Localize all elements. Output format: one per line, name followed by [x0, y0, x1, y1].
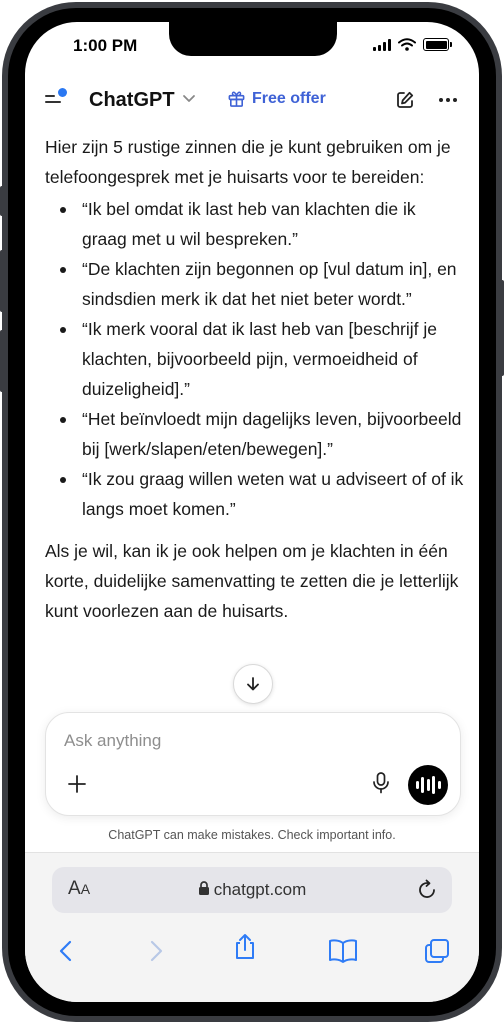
voice-wave-icon	[416, 781, 419, 789]
message-closing: Als je wil, kan ik je ook helpen om je klachten in één korte, duidelijke samenvatting te zetten die je letterlijk kunt voorlezen aan de huisarts.	[45, 541, 459, 621]
mic-icon[interactable]	[370, 771, 392, 795]
lock-icon	[198, 881, 210, 896]
url-text: chatgpt.com	[213, 880, 307, 899]
phone-side-button	[0, 186, 4, 216]
screen	[25, 22, 479, 1002]
aa-label-small: A	[80, 881, 91, 897]
message-list	[45, 194, 465, 524]
message-intro: Hier zijn 5 rustige zinnen die je kunt gebruiken om je telefoongesprek met je huisarts voor te bereiden:	[45, 137, 451, 187]
signal-icon	[373, 39, 391, 51]
url-bar[interactable]	[52, 867, 452, 913]
url-display	[52, 880, 452, 900]
gift-icon	[227, 89, 246, 108]
forward-icon[interactable]	[141, 937, 169, 965]
prompt-input[interactable]	[64, 731, 424, 751]
phone-power-button	[500, 280, 504, 376]
composer	[45, 712, 461, 816]
assistant-message	[45, 132, 465, 626]
back-icon[interactable]	[53, 937, 81, 965]
free-offer-button[interactable]	[227, 89, 326, 108]
list-item: “Het beïnvloedt mijn dagelijks leven, bijvoorbeeld bij [werk/slapen/eten/bewegen].”	[82, 404, 465, 464]
bookmarks-icon[interactable]	[327, 937, 359, 965]
model-title[interactable]: ChatGPT	[89, 89, 175, 111]
disclaimer: ChatGPT can make mistakes. Check important info.	[108, 828, 396, 842]
list-item: “Ik merk vooral dat ik last heb van [beschrijf je klachten, bijvoorbeeld pijn, vermoeidheid of duizeligheid].”	[82, 314, 465, 404]
reload-icon[interactable]	[416, 879, 438, 901]
app-header	[25, 80, 479, 120]
scroll-to-bottom-button[interactable]	[233, 664, 273, 704]
more-icon[interactable]	[437, 90, 459, 110]
list-item: “De klachten zijn begonnen op [vul datum in], en sindsdien merk ik dat het niet beter wordt.”	[82, 254, 465, 314]
list-item: “Ik bel omdat ik last heb van klachten die ik graag met u wil bespreken.”	[82, 194, 465, 254]
phone-volume-up	[0, 250, 4, 312]
phone-volume-down	[0, 330, 4, 392]
list-item: “Ik zou graag willen weten wat u adviseert of of ik langs moet komen.”	[82, 464, 465, 524]
arrow-down-icon	[244, 675, 262, 693]
menu-icon[interactable]	[45, 88, 71, 110]
edit-icon[interactable]	[395, 90, 415, 110]
share-icon[interactable]	[231, 933, 259, 961]
free-offer-label: Free offer	[252, 89, 326, 107]
voice-mode-button[interactable]	[408, 765, 448, 805]
chevron-down-icon[interactable]	[181, 90, 197, 106]
wifi-icon	[398, 38, 416, 51]
browser-toolbar	[25, 852, 479, 1002]
battery-icon	[423, 38, 449, 51]
tabs-icon[interactable]	[423, 937, 451, 965]
aa-label-big: A	[68, 878, 81, 899]
notch	[169, 22, 337, 56]
plus-icon[interactable]	[66, 773, 88, 795]
status-icons	[373, 38, 449, 51]
status-time: 1:00 PM	[73, 36, 138, 55]
